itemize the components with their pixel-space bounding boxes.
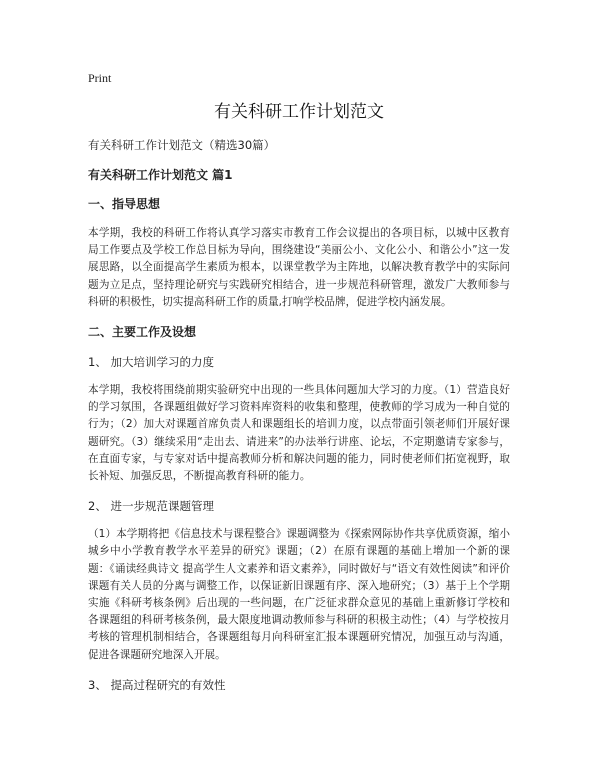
article-heading: 有关科研工作计划范文 篇1 bbox=[88, 168, 233, 182]
print-link[interactable]: Print bbox=[88, 71, 112, 85]
paragraph-training: 本学期，我校将围绕前期实验研究中出现的一些具体问题加大学习的力度。（1）营造良好的学习氛围，各课题组做好学习资料库资料的收集和整理，使教师的学习成为一种自觉的行为；（2）加大对课题首席负责人和课题组长的培训力度，以点带面引领老师们开展好课题研究。（3）继续采用“走出去、请进来”的办法举行讲座、论坛，不定期邀请专家参与，在直面专家，与专家对话中提高教师分析和解决问题的能力，同时使老师们拓宽视野，取长补短、加强反思，不断提高教育科研的能力。 bbox=[88, 384, 510, 483]
sub-heading-training: 1、 加大培训学习的力度 bbox=[88, 355, 214, 370]
section-heading-guiding-thought: 一、指导思想 bbox=[88, 197, 161, 211]
sub-heading-process-research: 3、 提高过程研究的有效性 bbox=[88, 677, 226, 692]
section-heading-main-work: 二、主要工作及设想 bbox=[88, 325, 197, 340]
document-subtitle: 有关科研工作计划范文（精选30篇） bbox=[88, 138, 276, 152]
paragraph-project-management: （1）本学期将把《信息技术与课程整合》课题调整为《探索网际协作共享优质资源，缩小城乡中小学教育教学水平差异的研究》课题；（2）在原有课题的基础上增加一个新的课题：《诵读经典诗文 提高学生人文素养和语文素养》，同时做好与“语文有效性阅读”和评价课题有关人员的分离与调整工作，以保证新旧课题有序、深入地研究；（3）基于上个学期实施《科研考核条例》后出现的一些问题，在广泛征求群众意见的基础上重新修订学校和各课题组的科研考核条例，最大限度地调动教师参与科研的积极主动性；（4）与学校按月考核的管理机制相结合，各课题组每月向科研室汇报本课题研究情况，加强互动与沟通，促进各课题研究地深入开展。 bbox=[88, 528, 510, 661]
paragraph-guiding-thought: 本学期，我校的科研工作将认真学习落实市教育工作会议提出的各项目标，以城中区教育局工作要点及学校工作总目标为导向，围绕建设“美丽公小、文化公小、和谐公小”这一发展思路，以全面提高学生素质为根本，以课堂教学为主阵地，以解决教育教学中的实际问题为立足点，坚持理论研究与实践研究相结合，进一步规范科研管理，激发广大教师参与科研的积极性，切实提高科研工作的质量,打响学校品牌，促进学校内涵发展。 bbox=[88, 227, 510, 308]
document-title: 有关科研工作计划范文 bbox=[214, 102, 384, 122]
sub-heading-project-management: 2、 进一步规范课题管理 bbox=[88, 499, 214, 514]
